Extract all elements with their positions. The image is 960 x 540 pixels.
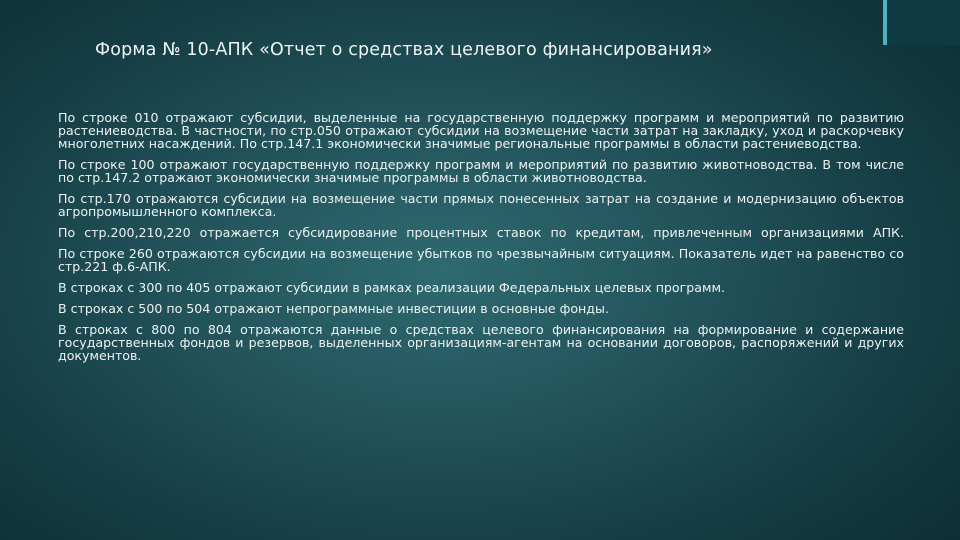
slide-body [58, 111, 904, 370]
paragraph-line-010: По строке 010 отражают субсидии, выделенные на государственную поддержку программ и мероприятий по развитию растениеводства. В частности, по стр.050 отражают субсидии на возмещение части затрат на закладку, уход и раскорчевку многолетних насаждений. По стр.147.1 экономически значимые региональные программы в области растениеводства. [58, 110, 904, 151]
paragraph-lines-800-804: В строках с 800 по 804 отражаются данные о средствах целевого финансирования на формирование и содержание государственных фондов и резервов, выделенных организациям-агентам на основании договоров, распоряжений и других документов. [58, 322, 904, 363]
paragraph-lines-300-405: В строках с 300 по 405 отражают субсидии в рамках реализации Федеральных целевых программ. [58, 280, 725, 295]
paragraph-line-200-220: По стр.200,210,220 отражается субсидирование процентных ставок по кредитам, привлеченным организациями АПК. [58, 225, 904, 240]
corner-accent-bar [883, 0, 960, 45]
paragraph-lines-500-504: В строках с 500 по 504 отражают непрограммные инвестиции в основные фонды. [58, 301, 609, 316]
slide-title: Форма № 10-АПК «Отчет о средствах целевого финансирования» [95, 40, 713, 60]
paragraph-line-260: По строке 260 отражаются субсидии на возмещение убытков по чрезвычайным ситуациям. Показатель идет на равенство со стр.221 ф.6-АПК. [58, 246, 904, 274]
paragraph-line-170: По стр.170 отражаются субсидии на возмещение части прямых понесенных затрат на создание и модернизацию объектов агропромышленного комплекса. [58, 191, 904, 219]
paragraph-line-100: По строке 100 отражают государственную поддержку программ и мероприятий по развитию животноводства. В том числе по стр.147.2 отражают экономически значимые программы в области животноводства. [58, 157, 904, 185]
